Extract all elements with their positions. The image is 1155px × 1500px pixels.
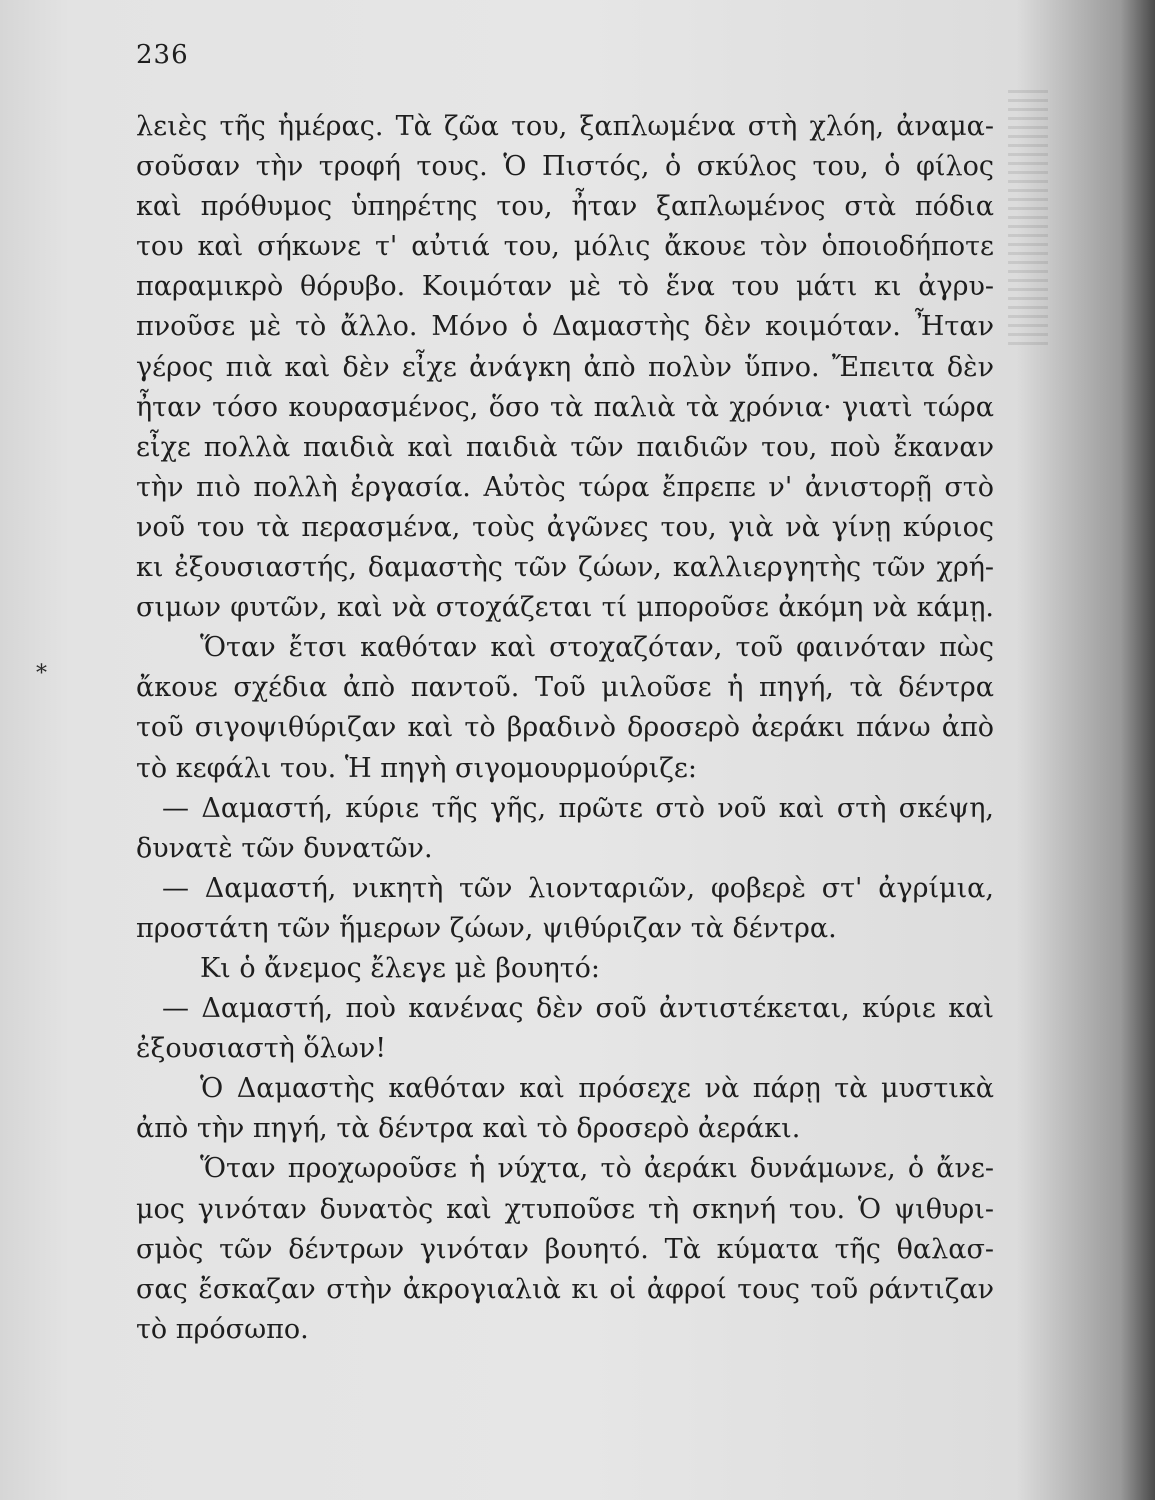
text-line: παραμικρὸ θόρυβο. Κοιμόταν μὲ τὸ ἕνα του μάτι κι ἀγρυ- bbox=[136, 271, 994, 303]
margin-mark: ⁎ bbox=[36, 654, 47, 679]
text-line: τὸ πρόσωπο. bbox=[136, 1313, 309, 1345]
page-number: 236 bbox=[136, 40, 189, 70]
dialogue-line: — Δαμαστή, ποὺ κανένας δὲν σοῦ ἀντιστέκεται, κύριε καὶ bbox=[162, 993, 994, 1025]
text-line: ἀπὸ τὴν πηγή, τὰ δέντρα καὶ τὸ δροσερὸ ἀεράκι. bbox=[136, 1113, 801, 1145]
text-line: νοῦ του τὰ περασμένα, τοὺς ἀγῶνες του, γιὰ νὰ γίνῃ κύριος bbox=[136, 511, 994, 543]
text-line: Ὁ Δαμαστὴς καθόταν καὶ πρόσεχε νὰ πάρῃ τὰ μυστικὰ bbox=[200, 1073, 994, 1105]
text-line: γέρος πιὰ καὶ δὲν εἶχε ἀνάγκη ἀπὸ πολὺν ὕπνο. Ἔπειτα δὲν bbox=[136, 351, 994, 383]
text-line: τοῦ σιγοψιθύριζαν καὶ τὸ βραδινὸ δροσερὸ ἀεράκι πάνω ἀπὸ bbox=[136, 712, 994, 744]
text-line: τὸ κεφάλι του. Ἡ πηγὴ σιγομουρμούριζε: bbox=[136, 752, 697, 784]
text-line: κι ἐξουσιαστής, δαμαστὴς τῶν ζώων, καλλιεργητὴς τῶν χρή- bbox=[136, 552, 994, 584]
text-line: Κι ὁ ἄνεμος ἔλεγε μὲ βουητό: bbox=[200, 952, 600, 984]
text-line: ἐξουσιαστὴ ὅλων! bbox=[136, 1033, 387, 1065]
text-line: του καὶ σήκωνε τ' αὐτιά του, μόλις ἄκουε τὸν ὁποιοδήποτε bbox=[136, 231, 994, 263]
dialogue-line: — Δαμαστή, κύριε τῆς γῆς, πρῶτε στὸ νοῦ καὶ στὴ σκέψη, bbox=[162, 792, 994, 824]
text-line: ἄκουε σχέδια ἀπὸ παντοῦ. Τοῦ μιλοῦσε ἡ πηγή, τὰ δέντρα bbox=[136, 672, 994, 704]
text-line: σμὸς τῶν δέντρων γινόταν βουητό. Τὰ κύματα τῆς θαλασ- bbox=[136, 1233, 994, 1265]
text-line: λειὲς τῆς ἡμέρας. Τὰ ζῶα του, ξαπλωμένα στὴ χλόη, ἀναμα- bbox=[136, 111, 994, 142]
text-line: πνοῦσε μὲ τὸ ἄλλο. Μόνο ὁ Δαμαστὴς δὲν κοιμόταν. Ἦταν bbox=[136, 311, 994, 343]
text-line: καὶ πρόθυμος ὑπηρέτης του, ἦταν ξαπλωμένος στὰ πόδια bbox=[136, 191, 994, 223]
text-line: εἶχε πολλὰ παιδιὰ καὶ παιδιὰ τῶν παιδιῶν του, ποὺ ἔκαναν bbox=[136, 431, 994, 463]
text-line: σας ἔσκαζαν στὴν ἀκρογιαλιὰ κι οἱ ἀφροί τους τοῦ ράντιζαν bbox=[136, 1273, 994, 1305]
body-text bbox=[136, 107, 994, 1350]
dialogue-line: — Δαμαστή, νικητὴ τῶν λιονταριῶν, φοβερὲ στ' ἀγρίμια, bbox=[162, 872, 994, 904]
text-line: μος γινόταν δυνατὸς καὶ χτυποῦσε τὴ σκηνή του. Ὁ ψιθυρι- bbox=[136, 1193, 994, 1225]
text-line: προστάτη τῶν ἥμερων ζώων, ψιθύριζαν τὰ δέντρα. bbox=[136, 912, 837, 944]
text-line: δυνατὲ τῶν δυνατῶν. bbox=[136, 832, 433, 864]
text-line: τὴν πιὸ πολλὴ ἐργασία. Αὐτὸς τώρα ἔπρεπε ν' ἀνιστορῇ στὸ bbox=[136, 471, 994, 503]
text-line: σοῦσαν τὴν τροφή τους. Ὁ Πιστός, ὁ σκύλος του, ὁ φίλος bbox=[136, 151, 994, 183]
text-line: Ὅταν προχωροῦσε ἡ νύχτα, τὸ ἀεράκι δυνάμωνε, ὁ ἄνε- bbox=[200, 1153, 994, 1185]
text-line: σιμων φυτῶν, καὶ νὰ στοχάζεται τί μποροῦσε ἀκόμη νὰ κάμῃ. bbox=[136, 592, 994, 624]
text-line: Ὅταν ἔτσι καθόταν καὶ στοχαζόταν, τοῦ φαινόταν πὼς bbox=[200, 632, 994, 664]
bleed-through-texture bbox=[1008, 90, 1048, 350]
text-line: ἦταν τόσο κουρασμένος, ὅσο τὰ παλιὰ τὰ χρόνια· γιατὶ τώρα bbox=[136, 391, 994, 423]
